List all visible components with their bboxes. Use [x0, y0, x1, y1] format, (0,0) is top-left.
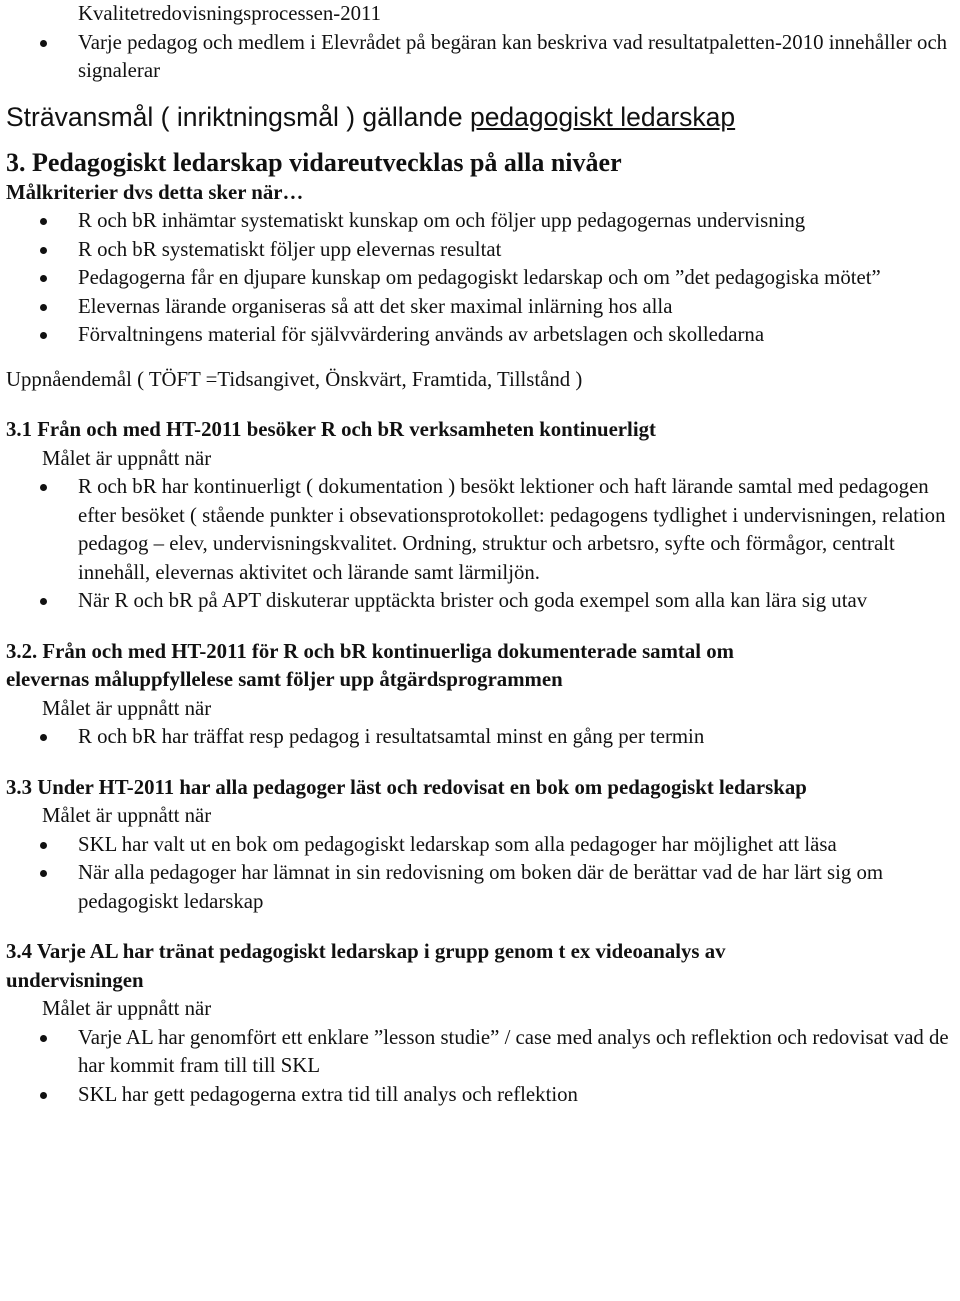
list-item-text: R och bR systematiskt följer upp elevernas resultat	[78, 237, 502, 261]
list-item	[6, 207, 960, 236]
bullet-icon	[40, 842, 47, 849]
list-item-text: När R och bR på APT diskuterar upptäckta brister och goda exempel som alla kan lära sig utav	[78, 589, 868, 612]
goal-heading-prefix: Strävansmål ( inriktningsmål ) gällande	[6, 101, 470, 132]
goal-heading-topic: pedagogiskt ledarskap	[469, 101, 736, 132]
list-item-text: R och bR har kontinuerligt ( dokumentation ) besökt lektioner och haft lärande samtal med pedagogen efter besöket ( stående punkter i obsevationsprotokollet: pedagogens tydlighet i undervisningen, relation pedagog – elev, undervisningskvalitet. Ordning, struktur och arbetsro, syfte och förmågor, centralt innehåll, elevernas aktivitet och lärande samt lärmiljön.	[78, 475, 946, 584]
list-item-text: Elevernas lärande organiseras så att det sker maximal inlärning hos alla	[78, 294, 673, 318]
bullet-icon	[40, 870, 47, 877]
list-item-text: R och bR har träffat resp pedagog i resultatsamtal minst en gång per termin	[78, 725, 705, 748]
list-item	[6, 293, 960, 322]
subsection-3-4-title-line-2: undervisningen	[6, 968, 144, 992]
list-item	[6, 321, 960, 350]
section-3-bullet-list	[6, 207, 960, 350]
goal-met-label: Målet är uppnått när	[42, 804, 212, 827]
criteria-label: Målkriterier dvs detta sker när…	[6, 180, 304, 204]
subsection-3-2-bullet-list	[6, 723, 960, 752]
goal-met-label: Målet är uppnått när	[42, 696, 212, 720]
bullet-icon	[40, 275, 47, 282]
subsection-3-1-bullet-list	[6, 473, 960, 616]
list-item-text: När alla pedagoger har lämnat in sin redovisning om boken där de berättar vad de har lärt sig om pedagogiskt ledarskap	[78, 861, 884, 913]
goal-heading	[6, 100, 960, 134]
list-item-text: R och bR inhämtar systematiskt kunskap om och följer upp pedagogernas undervisning	[78, 209, 806, 232]
subsection-3-4-bullet-list	[6, 1024, 960, 1110]
goal-met-label: Målet är uppnått när	[42, 997, 212, 1020]
goals-label: Uppnåendemål ( TÖFT =Tidsangivet, Önskvärt, Framtida, Tillstånd )	[6, 367, 583, 391]
intro-bullet-list	[6, 29, 960, 86]
subsection-3-2-title-line-1: 3.2. Från och med HT-2011 för R och bR kontinuerliga dokumenterade samtal om	[6, 639, 734, 663]
intro-line: Kvalitetredovisningsprocessen-2011	[78, 2, 382, 25]
bullet-icon	[40, 598, 47, 605]
goal-met-label: Målet är uppnått när	[42, 446, 212, 470]
list-item	[6, 1081, 960, 1110]
subsection-3-2-title-line-2: elevernas måluppfyllelese samt följer upp åtgärdsprogrammen	[6, 668, 563, 691]
list-item	[6, 1024, 960, 1081]
subsection-3-4-title-line-1: 3.4 Varje AL har tränat pedagogiskt ledarskap i grupp genom t ex videoanalys av	[6, 940, 726, 963]
bullet-icon	[40, 40, 47, 47]
list-item	[6, 831, 960, 860]
list-item	[6, 473, 960, 587]
bullet-icon	[40, 247, 47, 254]
list-item-text: Pedagogerna får en djupare kunskap om pedagogiskt ledarskap och om ”det pedagogiska mötet”	[78, 266, 881, 289]
bullet-icon	[40, 1035, 47, 1042]
bullet-icon	[40, 218, 47, 225]
list-item-text: Varje AL har genomfört ett enklare ”lesson studie” / case med analys och reflektion och redovisat vad de har kommit fram till till SKL	[78, 1025, 949, 1077]
subsection-3-3-title: 3.3 Under HT-2011 har alla pedagoger läst och redovisat en bok om pedagogiskt ledarskap	[6, 775, 807, 799]
list-item-text: SKL har valt ut en bok om pedagogiskt ledarskap som alla pedagoger har möjlighet att läsa	[78, 832, 837, 856]
list-item-text: Varje pedagog och medlem i Elevrådet på begäran kan beskriva vad resultatpaletten-2010 innehåller och signalerar	[78, 30, 948, 82]
section-3-title: 3. Pedagogiskt ledarskap vidareutvecklas på alla nivåer	[6, 147, 622, 177]
bullet-icon	[40, 734, 47, 741]
list-item	[6, 29, 960, 86]
subsection-3-3-bullet-list	[6, 831, 960, 917]
list-item-text: SKL har gett pedagogerna extra tid till analys och reflektion	[78, 1082, 578, 1106]
list-item-text: Förvaltningens material för självvärdering används av arbetslagen och skolledarna	[78, 323, 765, 346]
list-item	[6, 236, 960, 265]
bullet-icon	[40, 332, 47, 339]
bullet-icon	[40, 1092, 47, 1099]
list-item	[6, 723, 960, 752]
bullet-icon	[40, 484, 47, 491]
list-item	[6, 859, 960, 916]
bullet-icon	[40, 304, 47, 311]
list-item	[6, 587, 960, 616]
subsection-3-1-title: 3.1 Från och med HT-2011 besöker R och bR verksamheten kontinuerligt	[6, 418, 656, 441]
list-item	[6, 264, 960, 293]
